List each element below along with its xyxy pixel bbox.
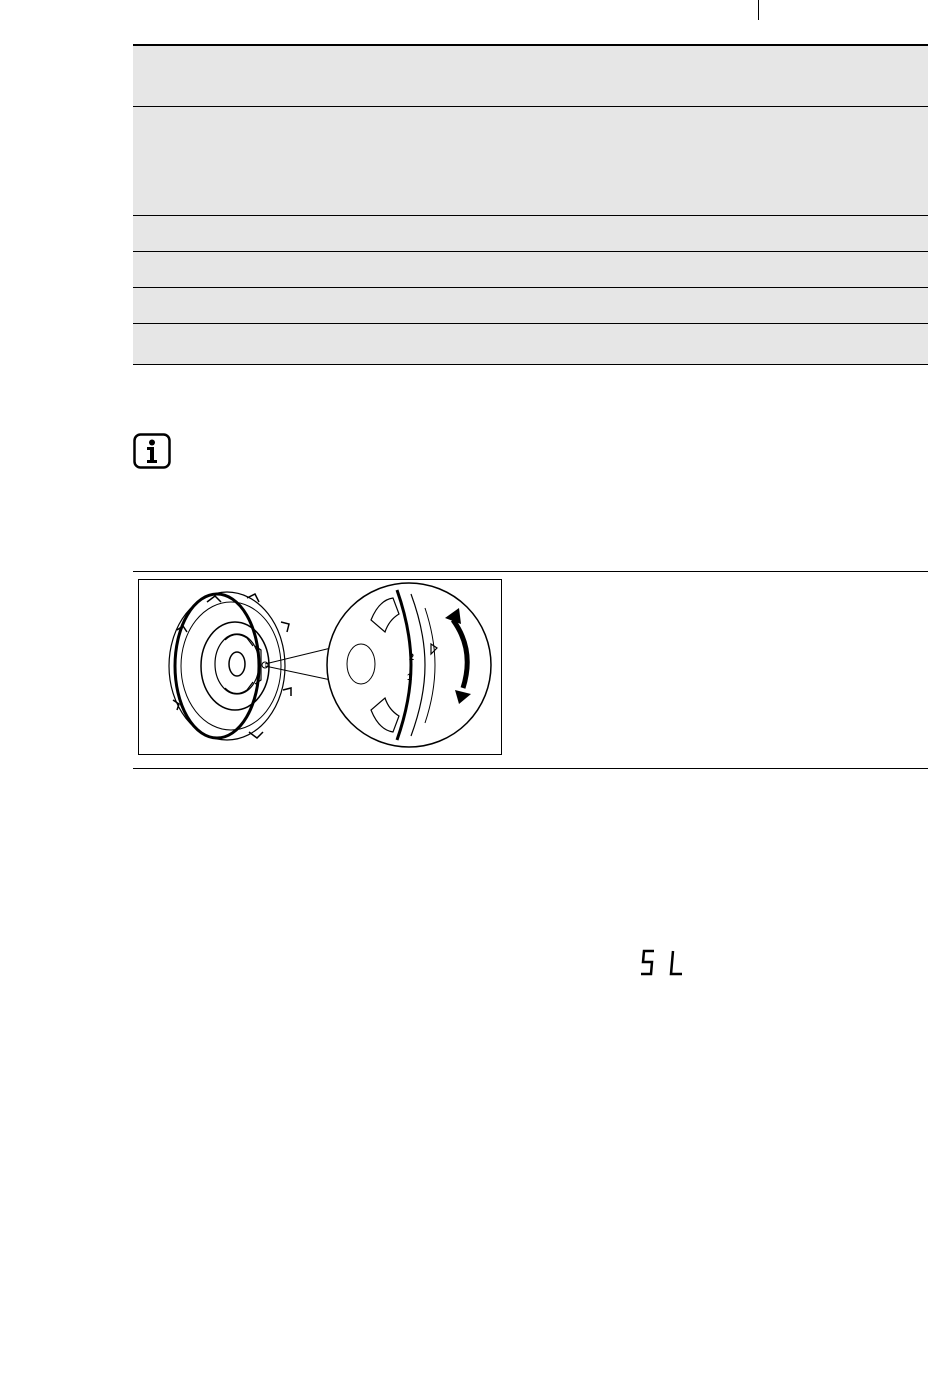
table-row xyxy=(133,288,928,324)
header-rule xyxy=(758,0,759,20)
figure-illustration xyxy=(138,579,502,755)
table-row xyxy=(133,252,928,288)
table-row xyxy=(133,324,928,365)
table-row xyxy=(133,46,928,107)
settings-table xyxy=(133,44,928,365)
table-row xyxy=(133,107,928,216)
dial-label-2: 2 xyxy=(409,652,415,662)
table-row xyxy=(133,216,928,252)
display-code-sl xyxy=(640,948,690,978)
water-hardness-dial-illustration xyxy=(139,580,501,754)
figure-section xyxy=(133,571,928,769)
info-icon xyxy=(133,433,171,469)
dial-label-1: 1 xyxy=(407,672,413,682)
